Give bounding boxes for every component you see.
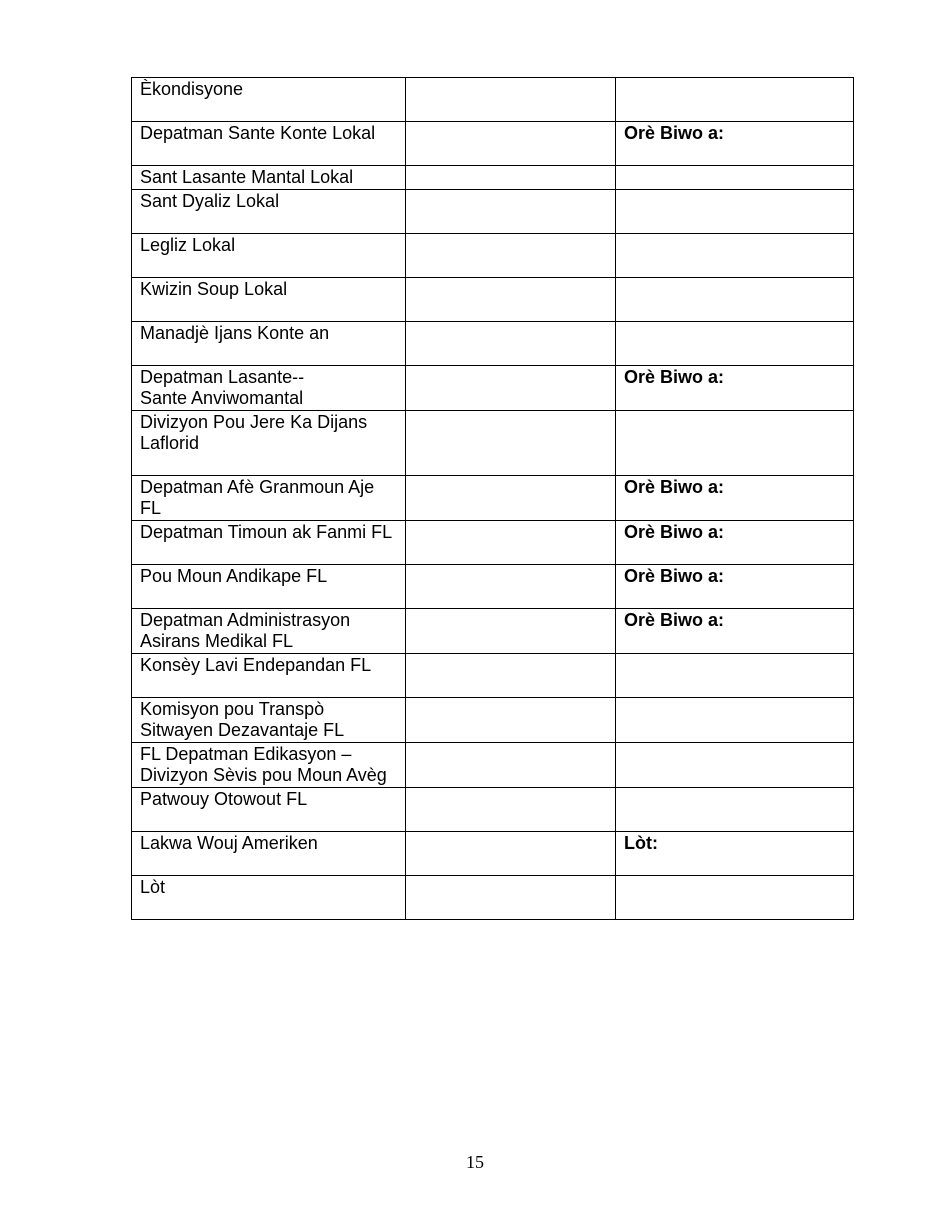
row-contact-cell <box>406 742 616 787</box>
table-row <box>132 166 854 190</box>
table-row <box>132 277 854 321</box>
row-note-cell <box>616 410 854 475</box>
row-note-cell: Orè Biwo a: <box>616 475 854 520</box>
row-name-cell: Legliz Lokal <box>132 233 406 277</box>
table-row <box>132 697 854 742</box>
row-note-cell: Orè Biwo a: <box>616 365 854 410</box>
table-row <box>132 787 854 831</box>
row-contact-cell <box>406 653 616 697</box>
contacts-table-body <box>132 78 854 920</box>
row-name-cell: Manadjè Ijans Konte an <box>132 321 406 365</box>
row-name-cell: Lakwa Wouj Ameriken <box>132 831 406 875</box>
table-row <box>132 475 854 520</box>
row-note-cell <box>616 166 854 190</box>
row-name-cell: Depatman Sante Konte Lokal <box>132 122 406 166</box>
row-contact-cell <box>406 831 616 875</box>
table-row <box>132 78 854 122</box>
row-note-cell: Lòt: <box>616 831 854 875</box>
row-note-cell <box>616 697 854 742</box>
row-contact-cell <box>406 78 616 122</box>
row-name-cell: Divizyon Pou Jere Ka Dijans Laflorid <box>132 410 406 475</box>
row-note-cell: Orè Biwo a: <box>616 608 854 653</box>
row-contact-cell <box>406 608 616 653</box>
row-name-cell: Pou Moun Andikape FL <box>132 564 406 608</box>
row-note-cell <box>616 321 854 365</box>
table-row <box>132 520 854 564</box>
row-note-cell: Orè Biwo a: <box>616 122 854 166</box>
table-row <box>132 233 854 277</box>
row-note-cell <box>616 233 854 277</box>
table-row <box>132 831 854 875</box>
row-note-cell <box>616 875 854 919</box>
table-row <box>132 189 854 233</box>
table-row <box>132 608 854 653</box>
row-contact-cell <box>406 189 616 233</box>
row-contact-cell <box>406 875 616 919</box>
row-note-cell <box>616 742 854 787</box>
row-contact-cell <box>406 122 616 166</box>
table-row <box>132 321 854 365</box>
row-name-cell: Depatman Administrasyon Asirans Medikal FL <box>132 608 406 653</box>
row-contact-cell <box>406 321 616 365</box>
row-name-cell: Èkondisyone <box>132 78 406 122</box>
row-note-cell: Orè Biwo a: <box>616 564 854 608</box>
row-name-cell: Depatman Lasante-- Sante Anviwomantal <box>132 365 406 410</box>
table-row <box>132 875 854 919</box>
row-note-cell <box>616 78 854 122</box>
contacts-table <box>131 77 854 920</box>
page-number: 15 <box>466 1152 484 1172</box>
row-contact-cell <box>406 166 616 190</box>
row-contact-cell <box>406 233 616 277</box>
row-name-cell: Kwizin Soup Lokal <box>132 277 406 321</box>
table-row <box>132 365 854 410</box>
row-name-cell: Depatman Timoun ak Fanmi FL <box>132 520 406 564</box>
table-row <box>132 410 854 475</box>
row-name-cell: Sant Dyaliz Lokal <box>132 189 406 233</box>
row-contact-cell <box>406 697 616 742</box>
table-row <box>132 742 854 787</box>
row-name-cell: Patwouy Otowout FL <box>132 787 406 831</box>
table-row <box>132 564 854 608</box>
row-contact-cell <box>406 564 616 608</box>
row-contact-cell <box>406 520 616 564</box>
row-contact-cell <box>406 410 616 475</box>
row-name-cell: Konsèy Lavi Endepandan FL <box>132 653 406 697</box>
row-contact-cell <box>406 277 616 321</box>
row-note-cell <box>616 277 854 321</box>
row-name-cell: Depatman Afè Granmoun Aje FL <box>132 475 406 520</box>
row-note-cell <box>616 787 854 831</box>
table-row <box>132 122 854 166</box>
row-contact-cell <box>406 365 616 410</box>
row-name-cell: Lòt <box>132 875 406 919</box>
row-contact-cell <box>406 475 616 520</box>
row-name-cell: Komisyon pou Transpò Sitwayen Dezavantaje FL <box>132 697 406 742</box>
row-name-cell: Sant Lasante Mantal Lokal <box>132 166 406 190</box>
row-note-cell <box>616 189 854 233</box>
row-note-cell: Orè Biwo a: <box>616 520 854 564</box>
row-name-cell: FL Depatman Edikasyon – Divizyon Sèvis pou Moun Avèg <box>132 742 406 787</box>
row-note-cell <box>616 653 854 697</box>
row-contact-cell <box>406 787 616 831</box>
table-row <box>132 653 854 697</box>
